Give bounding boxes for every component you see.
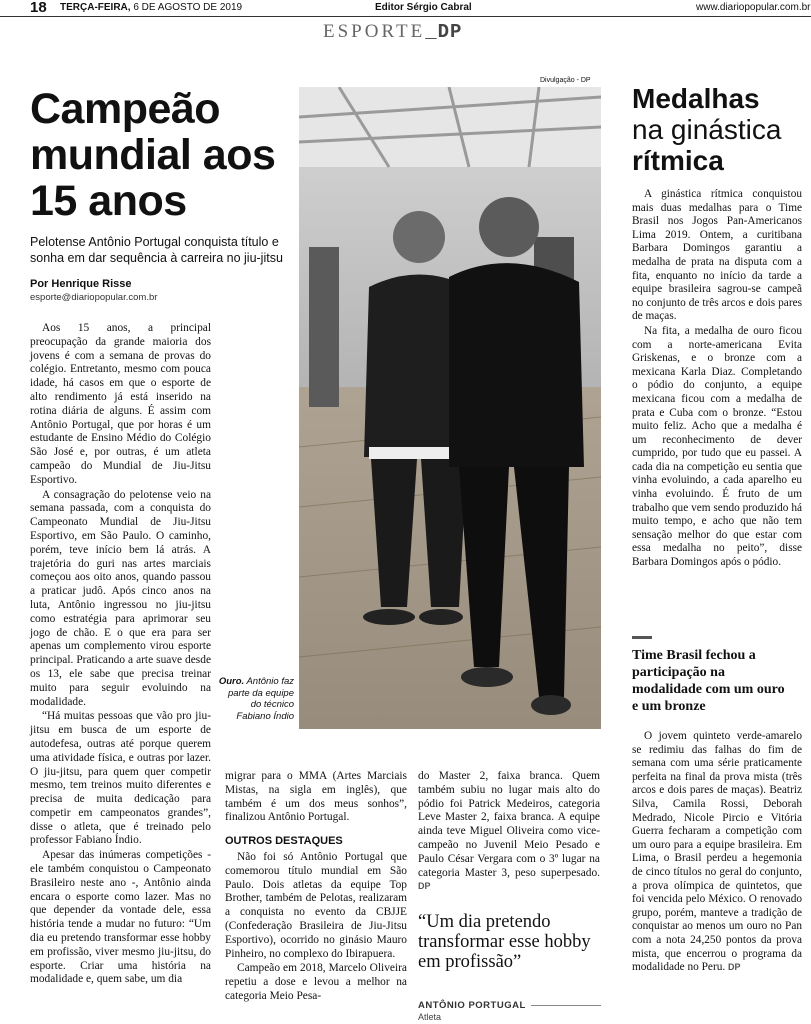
author-email: esporte@diariopopular.com.br [30,292,158,303]
paragraph: Campeão em 2018, Marcelo Oliveira repetiu a dose e levou a melhor na categoria Meio Pesa- [225,962,407,1002]
page-date [60,2,242,13]
pull-quote: “Um dia pretendo transformar esse hobby em profissão” [418,912,591,972]
photo-illustration [299,87,601,729]
section-name: ESPORTE [323,21,426,42]
photo-credit: Divulgação - DP [540,77,591,84]
paragraph: “Há muitas pessoas que vão pro jiu-jitsu em busca de um esporte de autodefesa, outras até porque querem uma atividade física, e outras por lazer. O jiu-jitsu, para quem quer competir mesmo, tem treinos muito diferentes e precisa de muita dedicação para competir em campeonatos grandes”, disse o atleta, que é treinado pelo professor Fabiano Índio. [30,710,211,847]
end-tag: DP [418,881,431,892]
section-title [323,21,462,43]
side-headline-line-2: na ginástica [632,114,782,145]
side-headline-line-3: rítmica [632,145,724,176]
subtitle-rule [632,636,652,639]
editor-name: Editor Sérgio Cabral [375,2,472,13]
paragraph [632,730,802,975]
quote-role: Atleta [418,1012,442,1022]
end-tag: DP [728,962,741,973]
quote-author: ANTÔNIO PORTUGAL [418,1000,526,1011]
athlete-photo [299,87,601,729]
quote-rule [531,1005,601,1006]
paragraph: A ginástica rítmica conquistou mais duas medalhas para o Time Brasil nos Jogos Pan-Americanos Lima 2019. Ontem, a curitibana Barbara Domingos garantiu a medalha de prata na disputa com a fita, enquanto no início da tarde a equipe brasileira sagrou-se campeã no conjunto de três arcos e dois pares de maças. [632,188,802,323]
photo-caption [218,676,294,722]
paragraph: Na fita, a medalha de ouro ficou com a norte-americana Evita Griskenas, e o bronze com a mexicana Karla Diaz. Completando o pódio do conjunto, a equipe mexicana ficou com a medalha de prata e Cuba com o bronze. “Estou muito feliz. Acho que a medalha é um reconhecimento de dever cumprido, por tudo que eu passei. A cada dia na competição eu sentia que vinha evoluindo, a cada aparelho eu vinha evoluindo. É fruto de um trabalho que vem sendo produzido há muito tempo, e acho que não tem sensação melhor do que estar com essa medalha no peito”, disse Barbara Domingos após o pódio. [632,324,802,569]
side-headline-line-1: Medalhas [632,83,760,114]
paragraph [418,770,600,894]
paragraph: Não foi só Antônio Portugal que comemorou título mundial em São Paulo. Dois atletas da equipe Top Brother, também de Pelotas, realizaram a conquista no evento da CBJJE (Confederação Brasileira de Jiu-Jitsu Esportivo), ocorrido no ginásio Mauro Pinheiro, no complexo do Ibirapuera. [225,850,407,960]
main-column-2 [225,770,407,1005]
main-subhead: Pelotense Antônio Portugal conquista título e sonha em dar sequência à carreira no jiu-jitsu [30,235,283,265]
main-column-3 [418,770,600,895]
section-brand: _DP [425,21,463,43]
main-column-1 [30,322,211,988]
caption-text: Antônio faz parte da equipe do técnico Fabiano Índio [227,676,294,722]
paragraph-text: do Master 2, faixa branca. Quem também subiu no lugar mais alto do pódio foi Patrick Medeiros, categoria Leve Master 2, faixa branca. A equipe ainda teve Miguel Oliveira como vice-campeão no Juvenil Meio Pesado e Paulo César Vergara com o 3º lugar na categoria Master 3, peso superpesado. [418,770,600,879]
page-number: 18 [30,0,47,16]
side-column-body-2 [632,730,802,976]
site-url: www.diariopopular.com.br [696,2,811,13]
caption-lead: Ouro. [218,676,245,687]
paragraph-text: O jovem quinteto verde-amarelo se redimiu das falhas do fim de semana com uma série praticamente perfeita na final da prova mista (três arcos e dois pares de maças). Beatriz Silva, Camila Rossi, Deborah Medrado, Nicole Pircio e Vitória Guerra fecharam a competição com um ouro para a equipe brasileira. Em Lima, o Brasil perdeu a hegemonia de cinco títulos no geral do conjunto, a prova olímpica de quintetos, que foi vencida pelo México. O renovado grupo, porém, manteve a tradição de conquistar ao menos um ouro no Pan com a nota 24,250 pontos da prova mista, que encerrou o programa da modalidade no Peru. [632,730,802,974]
byline: Por Henrique Risse [30,278,132,290]
main-headline: Campeão mundial aos 15 anos [30,85,276,225]
paragraph: A consagração do pelotense veio na semana passada, com a conquista do Campeonato Mundial de Jiu-Jitsu Esportivo, em São Paulo. O caminho, porém, teve início bem lá atrás. A trajetória do guri nas artes marciais começou aos oito anos, quando passou a praticar judô. Após cinco anos na luta, Antônio ingressou no jiu-jitsu como estratégia para aprimorar seu jogo de chão. E o que era para ser apenas um complemento virou esporte principal. Praticando a arte suave desde os 13, ele sabe que precisa treinar muito para seguir evoluindo na modalidade. [30,488,211,708]
side-subtitle: Time Brasil fechou a participação na modalidade com um ouro e um bronze [632,648,785,714]
weekday: TERÇA-FEIRA, [60,2,131,13]
date: 6 DE AGOSTO DE 2019 [133,2,243,13]
paragraph: migrar para o MMA (Artes Marciais Mistas, na sigla em inglês), que também é um dos meus sonhos”, finalizou Antônio Portugal. [225,770,407,824]
paragraph: Aos 15 anos, a principal preocupação da grande maioria dos jovens é com a semana de provas do colégio. Entretanto, mesmo com pouca idade, há casos em que o esporte de alto rendimento já está inserido na rotina diária de alguns. É assim com Antônio Portugal, que por horas é um estudante de Ensino Médio do Colégio São José e, por outras, é um atleta campeão do Mundial de Jiu-Jitsu Esportivo. [30,322,211,486]
outros-destaques-title: OUTROS DESTAQUES [225,835,343,848]
side-column-body [632,188,802,571]
paragraph: Apesar das inúmeras competições - ele também conquistou o Campeonato Brasileiro neste ano -, Antônio ainda encara o esporte como lazer. Mas no que depender da vontade dele, essa história tende a mudar no futuro: “Um dia eu pretendo transformar esse hobby em profissão, viver mesmo jiu-jitsu, do esporte. Criar uma história na modalidade e, quem sabe, um dia [30,849,211,986]
